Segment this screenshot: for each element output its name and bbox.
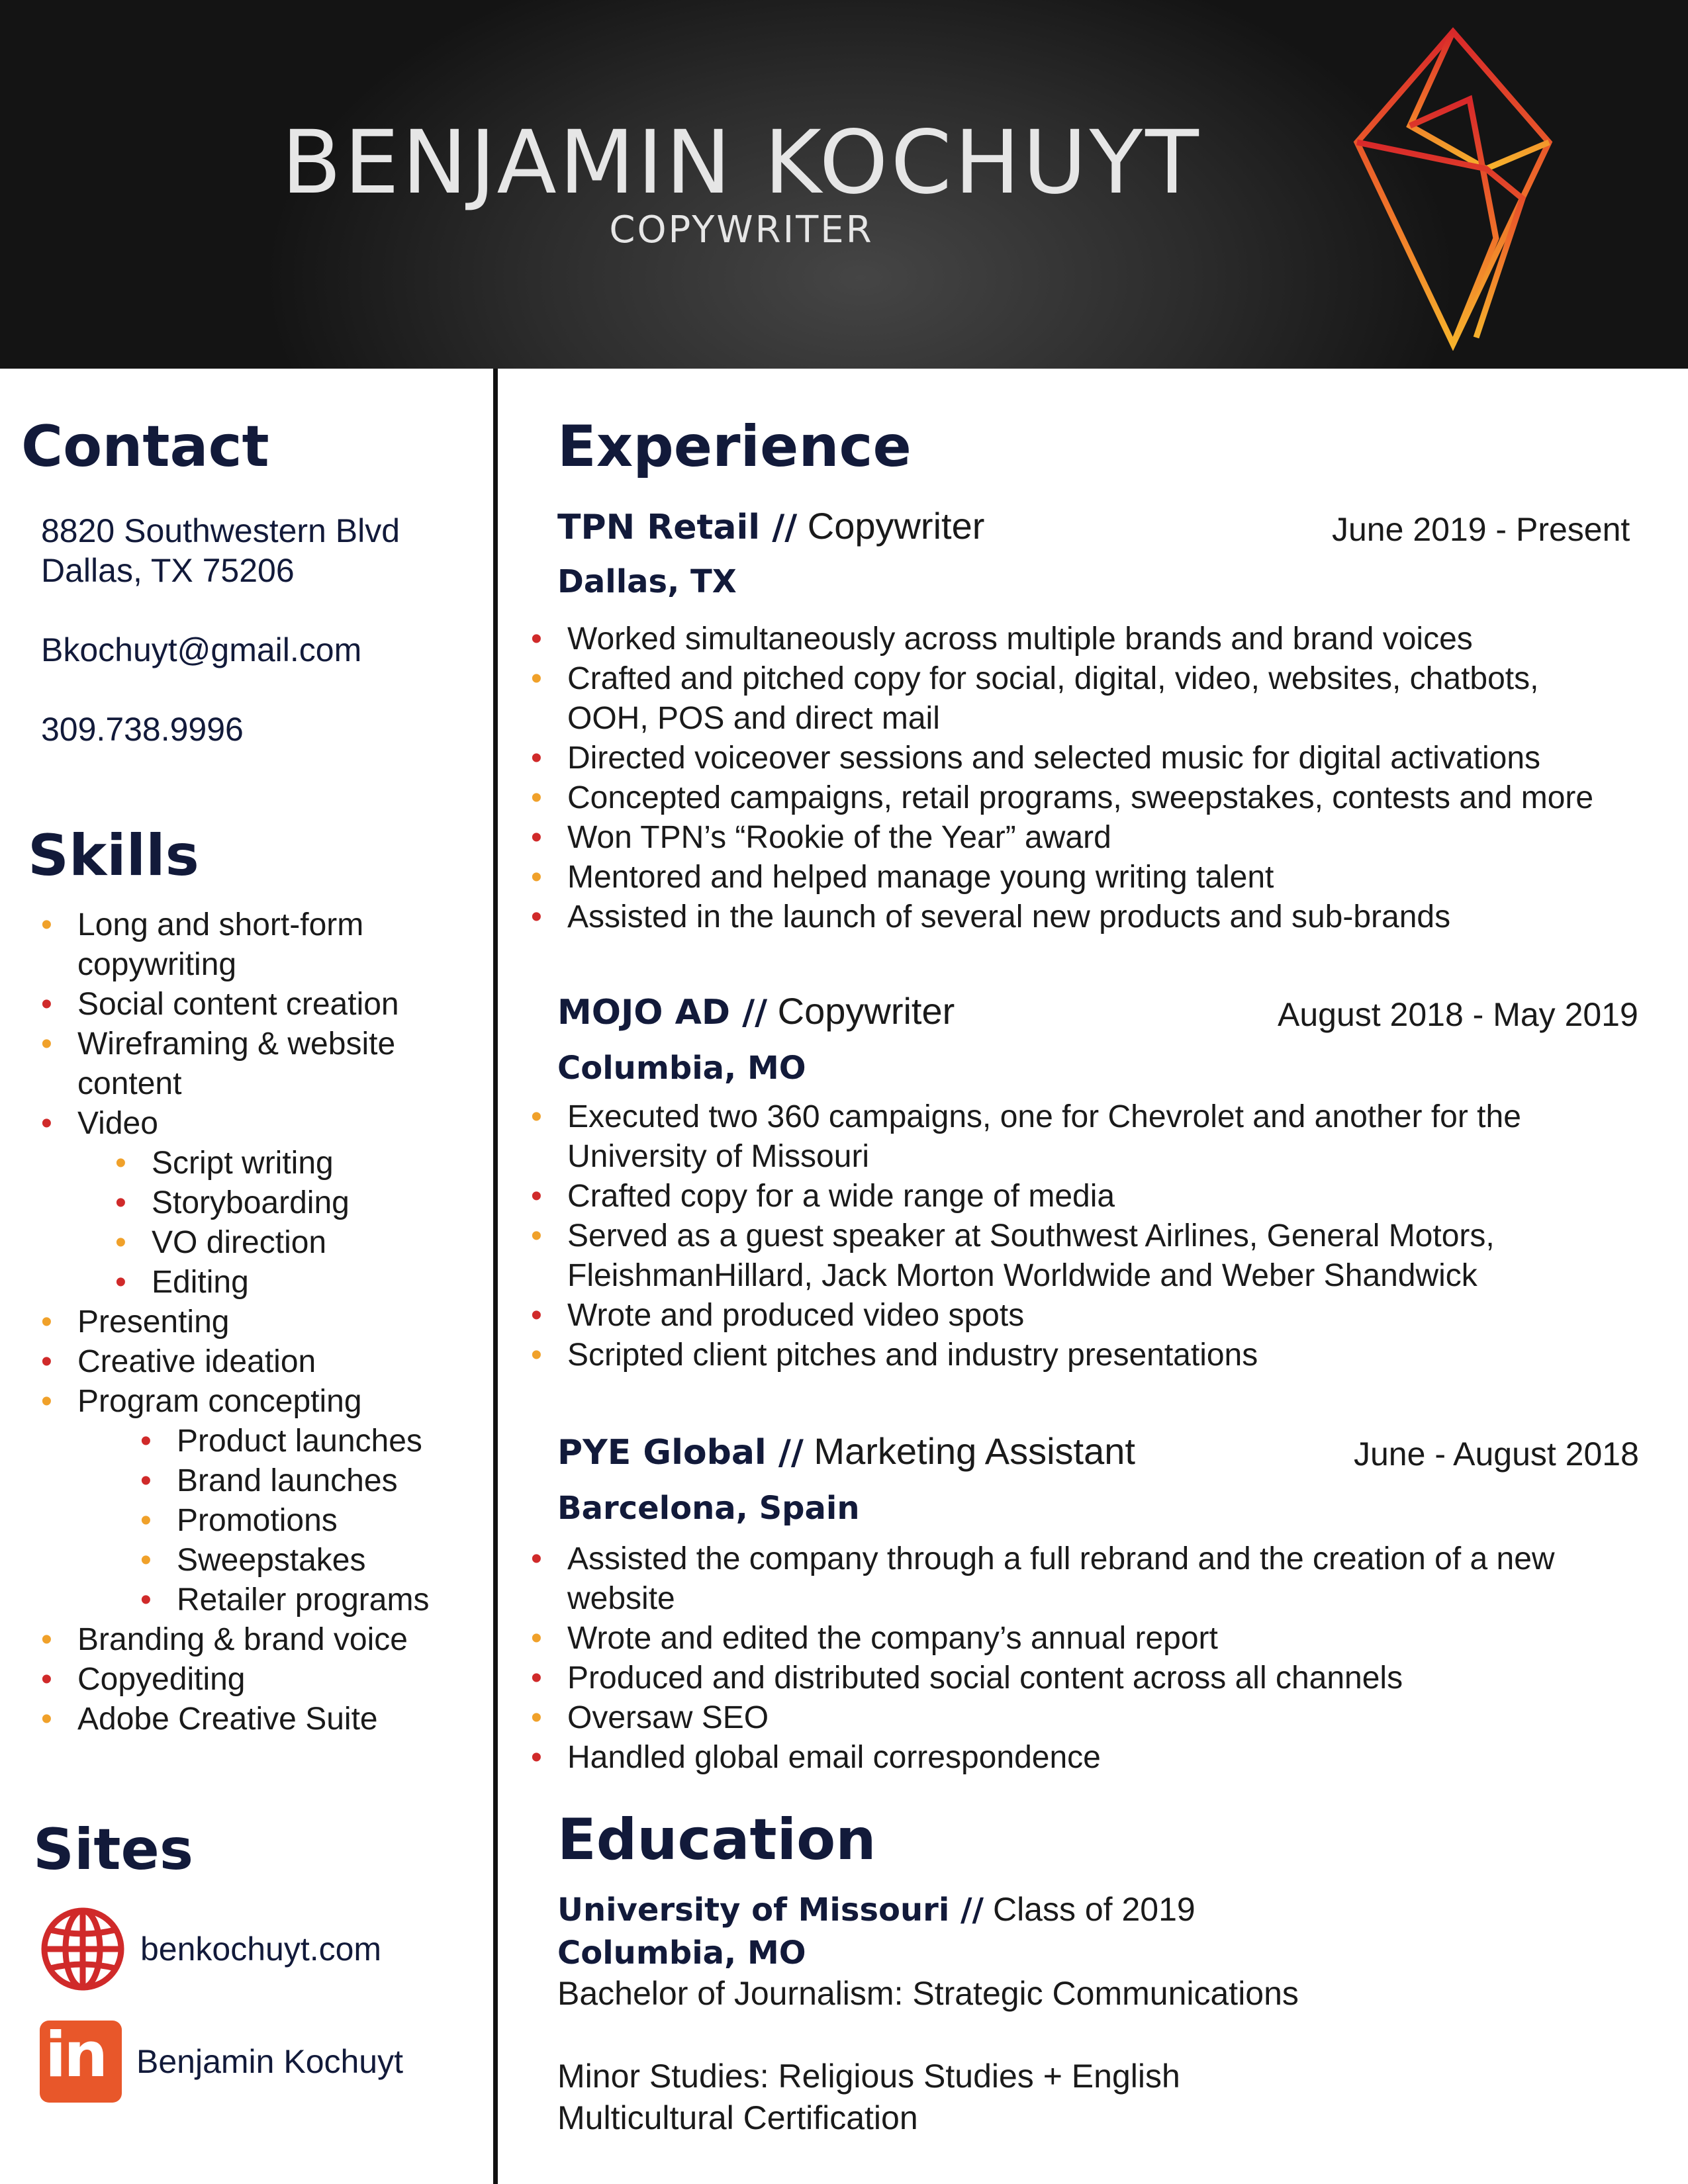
bullet-icon: •: [140, 1463, 152, 1498]
bullet-icon: •: [531, 1298, 542, 1333]
skill-item: copywriting: [77, 947, 237, 982]
education-school: University of Missouri // Class of 2019: [557, 1891, 1196, 1929]
list-item: • Oversaw SEO: [567, 1698, 1666, 1738]
list-item: • Crafted and pitched copy for social, digital, video, websites, chatbots,: [567, 659, 1666, 699]
skill-item: • Copyediting: [77, 1660, 488, 1700]
bullet-icon: •: [140, 1582, 152, 1617]
education-heading: Education: [557, 1807, 876, 1873]
skill-subitem: • Editing: [152, 1263, 488, 1302]
list-item: OOH, POS and direct mail: [567, 701, 940, 736]
bullet-icon: •: [41, 1622, 52, 1657]
bullet-icon: •: [531, 1740, 542, 1775]
list-item: • Served as a guest speaker at Southwest Airlines, General Motors,: [567, 1216, 1666, 1256]
list-item: • Mentored and helped manage young writing talent: [567, 858, 1666, 897]
geometric-kite-logo-icon: [1331, 26, 1575, 351]
job-location-tpn: Dallas, TX: [557, 563, 737, 600]
skills-heading: Skills: [28, 823, 199, 889]
job-header-pye: PYE Global // Marketing Assistant: [557, 1430, 1135, 1473]
bullet-icon: •: [41, 1304, 52, 1340]
skill-item: • Program concepting: [77, 1382, 488, 1422]
list-item: • Wrote and edited the company’s annual report: [567, 1619, 1666, 1659]
list-item: • Executed two 360 campaigns, one for Chevrolet and another for the: [567, 1097, 1666, 1137]
education-location: Columbia, MO: [557, 1934, 806, 1972]
bullet-icon: •: [531, 899, 542, 934]
bullet-icon: •: [41, 1344, 52, 1379]
bullet-icon: •: [531, 780, 542, 815]
email-link[interactable]: Bkochuyt@gmail.com: [41, 631, 362, 668]
bullet-icon: •: [531, 661, 542, 696]
list-item: University of Missouri: [567, 1139, 870, 1174]
bullet-icon: •: [41, 1106, 52, 1141]
website-link[interactable]: [40, 1906, 381, 1992]
skill-subitem: • Promotions: [177, 1501, 488, 1541]
bullet-icon: •: [41, 1662, 52, 1697]
bullet-icon: •: [531, 1621, 542, 1656]
bullet-icon: •: [41, 1384, 52, 1419]
bullet-icon: •: [140, 1543, 152, 1578]
list-item: • Directed voiceover sessions and selected music for digital activations: [567, 739, 1666, 778]
bullet-icon: •: [531, 820, 542, 855]
skill-item: • Presenting: [77, 1302, 488, 1342]
bullet-icon: •: [531, 860, 542, 895]
bullet-icon: •: [41, 1026, 52, 1062]
globe-icon: [40, 1906, 126, 1992]
bullet-icon: •: [115, 1185, 126, 1220]
bullet-icon: •: [531, 1218, 542, 1253]
skill-subitem: • Script writing: [152, 1144, 488, 1183]
resume-name: BENJAMIN KOCHUYT: [281, 112, 1201, 214]
bullet-icon: •: [531, 621, 542, 657]
experience-heading: Experience: [557, 414, 912, 480]
skill-item: • Wireframing & website: [77, 1024, 488, 1064]
skill-item: content: [77, 1066, 182, 1101]
education-certification: Multicultural Certification: [557, 2099, 918, 2136]
skill-item: • Video: [77, 1104, 488, 1144]
linkedin-logo-text: in: [45, 2019, 106, 2091]
skill-subitem: • Retailer programs: [177, 1580, 488, 1620]
job-dates-pye: June - August 2018: [1354, 1435, 1639, 1473]
job-header-mojo: MOJO AD // Copywriter: [557, 990, 955, 1032]
skill-subitem: • Storyboarding: [152, 1183, 488, 1223]
contact-heading: Contact: [21, 414, 269, 480]
column-divider: [493, 369, 498, 2184]
bullet-icon: •: [41, 907, 52, 942]
job-bullets-tpn: [531, 619, 1666, 937]
list-item: • Assisted the company through a full rebrand and the creation of a new: [567, 1539, 1666, 1579]
skill-item: • Creative ideation: [77, 1342, 488, 1382]
skill-item: • Social content creation: [77, 985, 488, 1024]
job-bullets-mojo: [531, 1097, 1666, 1375]
linkedin-link[interactable]: [40, 2019, 403, 2105]
bullet-icon: •: [115, 1225, 126, 1260]
bullet-icon: •: [41, 1702, 52, 1737]
skills-list: [41, 905, 488, 1739]
job-dates-mojo: August 2018 - May 2019: [1278, 996, 1638, 1033]
bullet-icon: •: [531, 1099, 542, 1134]
skill-subitem: • VO direction: [152, 1223, 488, 1263]
skill-subitem: • Product launches: [177, 1422, 488, 1461]
list-item: • Crafted copy for a wide range of media: [567, 1177, 1666, 1216]
list-item: • Concepted campaigns, retail programs, sweepstakes, contests and more: [567, 778, 1666, 818]
bullet-icon: •: [531, 1179, 542, 1214]
phone-number: 309.738.9996: [41, 711, 244, 748]
list-item: • Scripted client pitches and industry presentations: [567, 1336, 1666, 1375]
job-bullets-pye: [531, 1539, 1666, 1778]
bullet-icon: •: [531, 1700, 542, 1735]
list-item: • Handled global email correspondence: [567, 1738, 1666, 1778]
list-item: • Assisted in the launch of several new products and sub-brands: [567, 897, 1666, 937]
education-minor: Minor Studies: Religious Studies + English: [557, 2058, 1180, 2095]
bullet-icon: •: [140, 1424, 152, 1459]
skill-subitem: • Brand launches: [177, 1461, 488, 1501]
bullet-icon: •: [531, 741, 542, 776]
job-location-pye: Barcelona, Spain: [557, 1490, 860, 1527]
bullet-icon: •: [531, 1338, 542, 1373]
header-banner: [0, 0, 1688, 369]
list-item: • Won TPN’s “Rookie of the Year” award: [567, 818, 1666, 858]
skill-item: • Branding & brand voice: [77, 1620, 488, 1660]
list-item: • Produced and distributed social content across all channels: [567, 1659, 1666, 1698]
address-line-1: 8820 Southwestern Blvd: [41, 512, 400, 549]
resume-title: COPYWRITER: [609, 208, 874, 251]
list-item: website: [567, 1581, 675, 1616]
bullet-icon: •: [531, 1661, 542, 1696]
list-item: • Wrote and produced video spots: [567, 1296, 1666, 1336]
linkedin-icon: [40, 2021, 122, 2103]
bullet-icon: •: [115, 1146, 126, 1181]
website-text: benkochuyt.com: [140, 1931, 382, 1968]
address-line-2: Dallas, TX 75206: [41, 552, 295, 589]
job-dates-tpn: June 2019 - Present: [1332, 511, 1630, 548]
bullet-icon: •: [115, 1265, 126, 1300]
skill-item: • Long and short-form: [77, 905, 488, 945]
skill-item: • Adobe Creative Suite: [77, 1700, 488, 1739]
sites-heading: Sites: [33, 1817, 194, 1883]
job-header-tpn: TPN Retail // Copywriter: [557, 505, 985, 547]
linkedin-text: Benjamin Kochuyt: [136, 2043, 404, 2080]
bullet-icon: •: [140, 1503, 152, 1538]
list-item: FleishmanHillard, Jack Morton Worldwide and Weber Shandwick: [567, 1258, 1477, 1293]
list-item: • Worked simultaneously across multiple brands and brand voices: [567, 619, 1666, 659]
job-location-mojo: Columbia, MO: [557, 1050, 806, 1087]
bullet-icon: •: [41, 987, 52, 1022]
skill-subitem: • Sweepstakes: [177, 1541, 488, 1580]
education-degree: Bachelor of Journalism: Strategic Communications: [557, 1975, 1299, 2012]
bullet-icon: •: [531, 1541, 542, 1576]
